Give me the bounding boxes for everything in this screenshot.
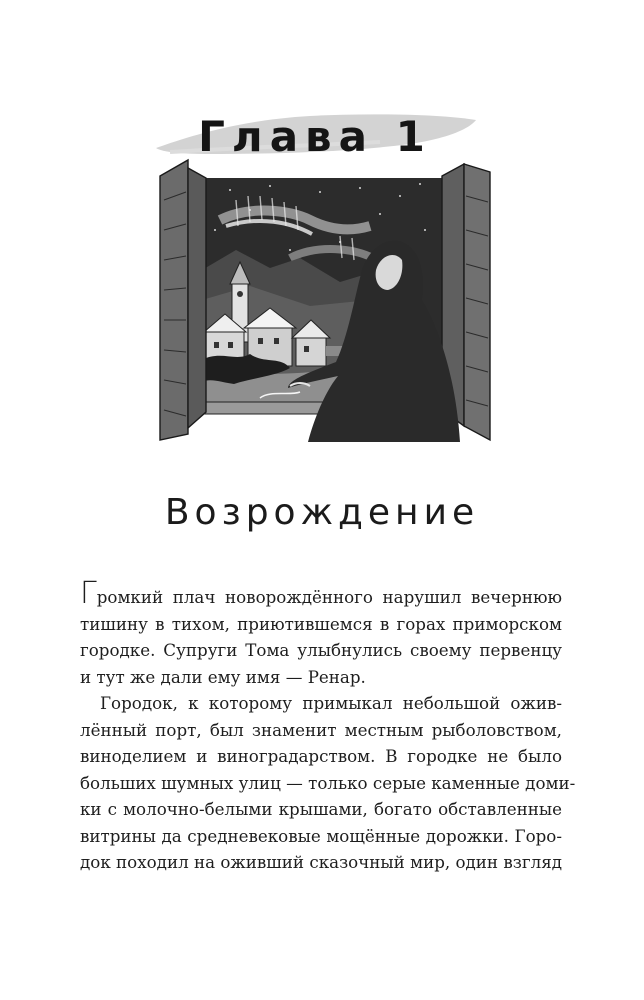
text-line: ки с молочно-белыми крышами, богато обставленные <box>80 799 562 819</box>
text-line: виноделием и виноградарством. В городке не было <box>80 746 562 766</box>
text-line: тишину в тихом, приютившемся в горах приморском <box>80 613 562 634</box>
text-line: лённый порт, был знаменит местным рыболовством, <box>80 719 562 740</box>
text-line: городке. Супруги Тома улыбнулись своему первенцу <box>80 640 562 660</box>
paragraph: Громкий плач новорождённого нарушил вечернюю тишину в тихом, приютившемся в горах приморском городке. Супруги Тома улыбнулись своему первенцу и тут же дали ему имя — Ренар. <box>80 584 562 690</box>
text-line: витрины да средневековые мощённые дорожки. Горо- <box>80 825 562 846</box>
text-line: и тут же дали ему имя — Ренар. <box>80 666 366 687</box>
section-title: Возрождение <box>164 492 480 533</box>
window-night-illustration-icon <box>140 150 500 450</box>
drop-cap: Г <box>80 576 97 611</box>
text-line: док походил на оживший сказочный мир, один взгляд <box>80 852 562 872</box>
text-line: Городок, к которому примыкал небольшой ожив- <box>100 693 562 713</box>
body-text <box>80 576 576 876</box>
text-line: больших шумных улиц — только серые каменные доми- <box>80 772 576 793</box>
chapter-title: Глава 1 <box>198 112 432 161</box>
paragraph <box>80 690 576 876</box>
